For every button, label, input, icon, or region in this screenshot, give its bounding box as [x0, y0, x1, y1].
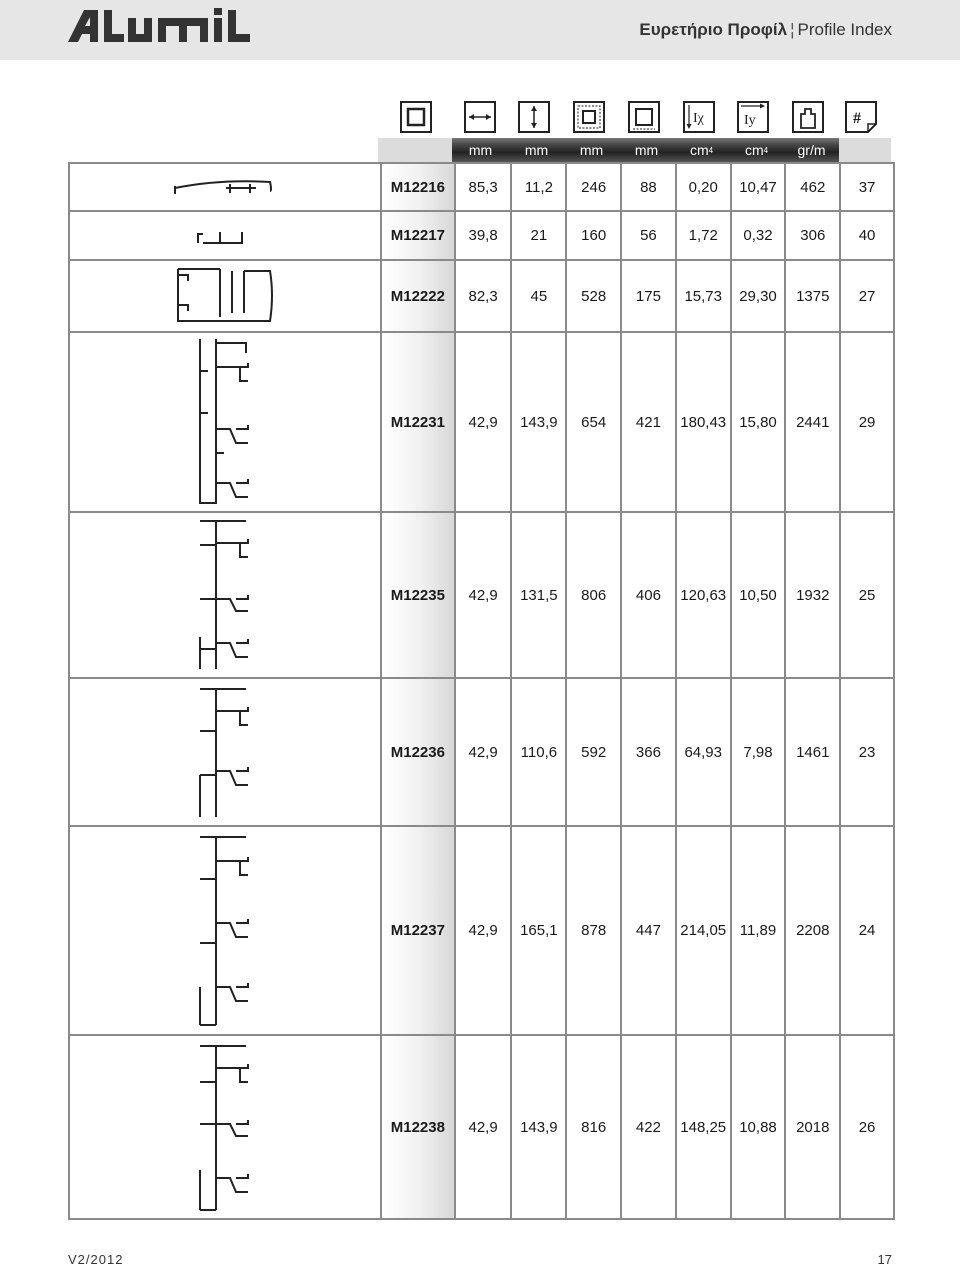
- page-value: 23: [839, 679, 893, 825]
- unit-text: cm: [744, 142, 764, 158]
- title-greek: Ευρετήριο Προφίλ: [639, 20, 788, 39]
- page-value: 25: [839, 513, 893, 677]
- weight-icon: [792, 101, 824, 133]
- profile-outline-icon: [400, 101, 432, 133]
- inner-perimeter-value: 422: [620, 1036, 675, 1218]
- weight-value: 1375: [784, 261, 839, 331]
- page-number-icon: [845, 101, 877, 133]
- profile-code: M12235: [380, 513, 454, 677]
- page-header: [0, 0, 960, 60]
- page-value: 29: [839, 333, 893, 511]
- page-value: 26: [839, 1036, 893, 1218]
- page-value: 27: [839, 261, 893, 331]
- profile-drawing: [70, 212, 380, 259]
- outer-perimeter-value: 806: [565, 513, 620, 677]
- inner-perimeter-value: 366: [620, 679, 675, 825]
- units-code-spacer: [378, 138, 452, 162]
- width-value: 85,3: [454, 164, 511, 210]
- width-dimension-icon: [464, 101, 496, 133]
- inner-perimeter-value: 406: [620, 513, 675, 677]
- height-value: 110,6: [510, 679, 565, 825]
- ix-value: 120,63: [675, 513, 730, 677]
- profile-code: M12216: [380, 164, 454, 210]
- profile-code: M12222: [380, 261, 454, 331]
- height-value: 143,9: [510, 1036, 565, 1218]
- width-value: 42,9: [454, 333, 511, 511]
- inner-perimeter-value: 421: [620, 333, 675, 511]
- height-value: 11,2: [510, 164, 565, 210]
- inner-perimeter-icon: [628, 101, 660, 133]
- iy-value: 11,89: [730, 827, 785, 1034]
- page-value: 24: [839, 827, 893, 1034]
- profile-drawing: [70, 1036, 380, 1218]
- profile-code: M12236: [380, 679, 454, 825]
- height-value: 143,9: [510, 333, 565, 511]
- ix-value: 1,72: [675, 212, 730, 259]
- height-dimension-icon: [518, 101, 550, 133]
- table-row: [70, 333, 893, 513]
- unit-cell: [674, 138, 729, 162]
- weight-value: 2018: [784, 1036, 839, 1218]
- inner-perimeter-value: 175: [620, 261, 675, 331]
- unit-text: mm: [468, 142, 493, 158]
- profile-drawing: [70, 333, 380, 511]
- weight-value: 2208: [784, 827, 839, 1034]
- ix-value: 15,73: [675, 261, 730, 331]
- iy-value: 10,88: [730, 1036, 785, 1218]
- table-row: [70, 679, 893, 827]
- width-value: 82,3: [454, 261, 511, 331]
- alumil-logo: [68, 4, 268, 44]
- width-value: 39,8: [454, 212, 511, 259]
- page-value: 37: [839, 164, 893, 210]
- width-value: 42,9: [454, 1036, 511, 1218]
- weight-value: 2441: [784, 333, 839, 511]
- weight-value: 1932: [784, 513, 839, 677]
- ix-value: 148,25: [675, 1036, 730, 1218]
- weight-value: 1461: [784, 679, 839, 825]
- table-row: [70, 1036, 893, 1218]
- profile-code: M12237: [380, 827, 454, 1034]
- iy-value: 10,50: [730, 513, 785, 677]
- table-row: [70, 164, 893, 212]
- outer-perimeter-value: 528: [565, 261, 620, 331]
- hash-label: #: [853, 110, 861, 127]
- unit-cell: [452, 138, 509, 162]
- profile-drawing: [70, 164, 380, 210]
- iy-value: 7,98: [730, 679, 785, 825]
- ix-value: 180,43: [675, 333, 730, 511]
- unit-text: mm: [634, 142, 659, 158]
- iy-value: 29,30: [730, 261, 785, 331]
- iy-value: 10,47: [730, 164, 785, 210]
- unit-cell: [509, 138, 564, 162]
- profile-code: M12217: [380, 212, 454, 259]
- units-header: [378, 138, 891, 162]
- unit-cell: [729, 138, 784, 162]
- profile-drawing: [70, 513, 380, 677]
- width-value: 42,9: [454, 827, 511, 1034]
- unit-text: mm: [524, 142, 549, 158]
- profile-drawing: [70, 261, 380, 331]
- width-value: 42,9: [454, 679, 511, 825]
- profile-drawing: [70, 827, 380, 1034]
- profile-table: [68, 162, 895, 1220]
- profile-code: M12231: [380, 333, 454, 511]
- profile-drawing: [70, 679, 380, 825]
- height-value: 21: [510, 212, 565, 259]
- inner-perimeter-value: 447: [620, 827, 675, 1034]
- table-row: [70, 513, 893, 679]
- unit-text: cm: [689, 142, 709, 158]
- width-value: 42,9: [454, 513, 511, 677]
- outer-perimeter-value: 160: [565, 212, 620, 259]
- moment-of-inertia-y-icon: [737, 101, 769, 133]
- outer-perimeter-value: 246: [565, 164, 620, 210]
- height-value: 165,1: [510, 827, 565, 1034]
- unit-cell: [784, 138, 839, 162]
- unit-text: gr/m: [797, 142, 826, 158]
- weight-value: 462: [784, 164, 839, 210]
- table-row: [70, 212, 893, 261]
- height-value: 45: [510, 261, 565, 331]
- inner-perimeter-value: 88: [620, 164, 675, 210]
- outer-perimeter-value: 878: [565, 827, 620, 1034]
- outer-perimeter-value: 816: [565, 1036, 620, 1218]
- ix-value: 64,93: [675, 679, 730, 825]
- iy-value: 0,32: [730, 212, 785, 259]
- outer-perimeter-value: 654: [565, 333, 620, 511]
- page-number: 17: [877, 1252, 892, 1267]
- ix-label: Iχ: [693, 111, 704, 126]
- weight-value: 306: [784, 212, 839, 259]
- unit-superscript: 4: [763, 145, 769, 155]
- outer-perimeter-icon: [573, 101, 605, 133]
- units-page-spacer: [839, 138, 891, 162]
- ix-value: 0,20: [675, 164, 730, 210]
- title-english: Profile Index: [797, 20, 892, 39]
- title-separator: ¦: [790, 20, 795, 39]
- iy-label: Iy: [744, 113, 756, 128]
- outer-perimeter-value: 592: [565, 679, 620, 825]
- unit-text: mm: [579, 142, 604, 158]
- inner-perimeter-value: 56: [620, 212, 675, 259]
- table-row: [70, 261, 893, 333]
- unit-cell: [564, 138, 619, 162]
- iy-value: 15,80: [730, 333, 785, 511]
- ix-value: 214,05: [675, 827, 730, 1034]
- table-row: [70, 827, 893, 1036]
- page-title: [639, 20, 892, 40]
- unit-superscript: 4: [708, 145, 714, 155]
- profile-code: M12238: [380, 1036, 454, 1218]
- height-value: 131,5: [510, 513, 565, 677]
- unit-cell: [619, 138, 674, 162]
- moment-of-inertia-x-icon: [683, 101, 715, 133]
- version-label: V2/2012: [68, 1252, 124, 1267]
- page-value: 40: [839, 212, 893, 259]
